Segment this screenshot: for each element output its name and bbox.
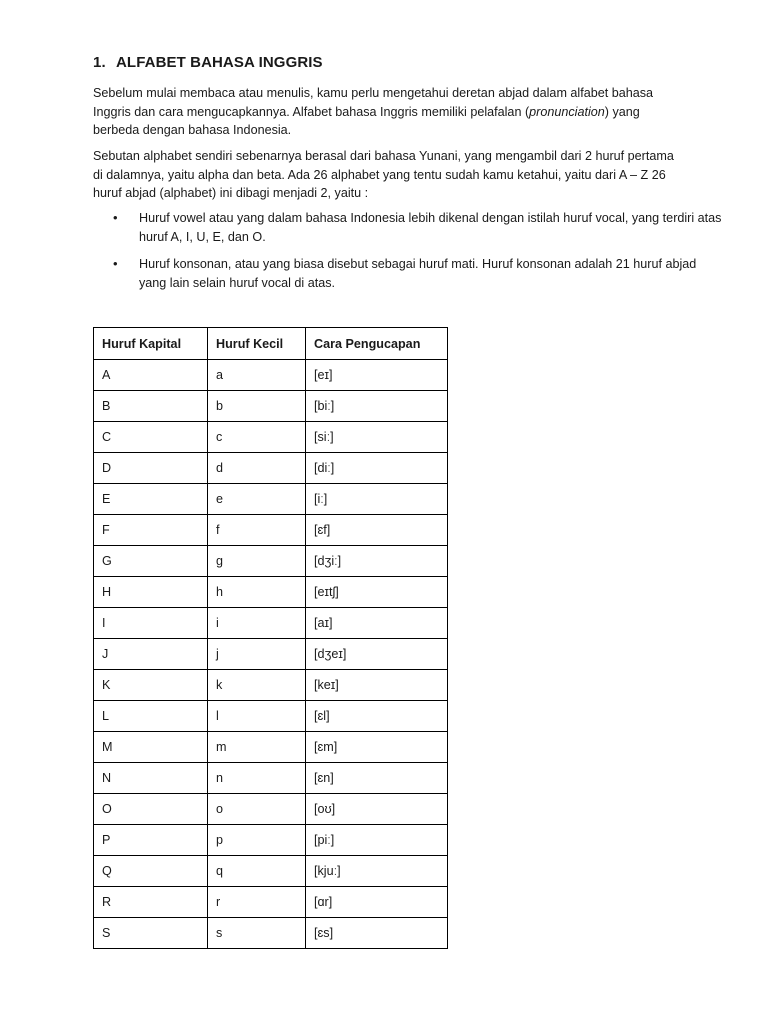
cell-uppercase: M xyxy=(94,732,208,763)
cell-lowercase: d xyxy=(208,453,306,484)
bullet-icon: • xyxy=(113,210,118,225)
cell-pronunciation: [ɛf] xyxy=(306,515,448,546)
list-item-consonant xyxy=(93,255,724,292)
cell-pronunciation: [iː] xyxy=(306,484,448,515)
cell-pronunciation: [siː] xyxy=(306,422,448,453)
alphabet-pronunciation-table xyxy=(93,327,448,949)
table-row xyxy=(94,701,448,732)
column-header-lowercase: Huruf Kecil xyxy=(208,328,306,360)
section-title: ALFABET BAHASA INGGRIS xyxy=(116,54,323,71)
intro-paragraph-emphasis: pronunciation xyxy=(529,104,605,119)
cell-pronunciation: [dʒeɪ] xyxy=(306,639,448,670)
cell-pronunciation: [ɛs] xyxy=(306,918,448,949)
cell-pronunciation: [oʊ] xyxy=(306,794,448,825)
cell-uppercase: L xyxy=(94,701,208,732)
column-header-pronunciation: Cara Pengucapan xyxy=(306,328,448,360)
cell-lowercase: n xyxy=(208,763,306,794)
cell-lowercase: l xyxy=(208,701,306,732)
list-item-vowel xyxy=(93,209,724,246)
cell-uppercase: R xyxy=(94,887,208,918)
cell-pronunciation: [piː] xyxy=(306,825,448,856)
cell-pronunciation: [biː] xyxy=(306,391,448,422)
cell-uppercase: E xyxy=(94,484,208,515)
cell-pronunciation: [ɛl] xyxy=(306,701,448,732)
table-row xyxy=(94,825,448,856)
table-row xyxy=(94,515,448,546)
table-row xyxy=(94,732,448,763)
cell-lowercase: c xyxy=(208,422,306,453)
cell-uppercase: C xyxy=(94,422,208,453)
cell-pronunciation: [ɛm] xyxy=(306,732,448,763)
table-row xyxy=(94,918,448,949)
cell-lowercase: i xyxy=(208,608,306,639)
table-header-row xyxy=(94,328,448,360)
cell-pronunciation: [kjuː] xyxy=(306,856,448,887)
cell-pronunciation: [ɑr] xyxy=(306,887,448,918)
cell-pronunciation: [aɪ] xyxy=(306,608,448,639)
cell-lowercase: h xyxy=(208,577,306,608)
cell-uppercase: B xyxy=(94,391,208,422)
cell-uppercase: F xyxy=(94,515,208,546)
section-heading xyxy=(93,54,323,71)
table-row xyxy=(94,360,448,391)
cell-uppercase: O xyxy=(94,794,208,825)
cell-uppercase: Q xyxy=(94,856,208,887)
cell-pronunciation: [keɪ] xyxy=(306,670,448,701)
cell-pronunciation: [dʒiː] xyxy=(306,546,448,577)
cell-uppercase: P xyxy=(94,825,208,856)
cell-lowercase: p xyxy=(208,825,306,856)
cell-lowercase: o xyxy=(208,794,306,825)
cell-lowercase: a xyxy=(208,360,306,391)
cell-pronunciation: [ɛn] xyxy=(306,763,448,794)
table-row xyxy=(94,794,448,825)
cell-lowercase: f xyxy=(208,515,306,546)
cell-uppercase: N xyxy=(94,763,208,794)
table-row xyxy=(94,887,448,918)
table-row xyxy=(94,670,448,701)
table-row xyxy=(94,856,448,887)
table-body xyxy=(94,360,448,949)
cell-uppercase: A xyxy=(94,360,208,391)
table-row xyxy=(94,453,448,484)
cell-uppercase: K xyxy=(94,670,208,701)
table-row xyxy=(94,484,448,515)
bullet-icon: • xyxy=(113,256,118,271)
cell-lowercase: m xyxy=(208,732,306,763)
cell-lowercase: g xyxy=(208,546,306,577)
cell-uppercase: I xyxy=(94,608,208,639)
cell-lowercase: q xyxy=(208,856,306,887)
cell-lowercase: k xyxy=(208,670,306,701)
intro-paragraph-text-b: ) yang berbeda dengan bahasa Indonesia. xyxy=(93,104,640,137)
intro-paragraph xyxy=(93,84,678,140)
cell-uppercase: J xyxy=(94,639,208,670)
table-row xyxy=(94,639,448,670)
cell-uppercase: D xyxy=(94,453,208,484)
table-row xyxy=(94,577,448,608)
cell-lowercase: e xyxy=(208,484,306,515)
cell-lowercase: b xyxy=(208,391,306,422)
table-row xyxy=(94,422,448,453)
cell-lowercase: s xyxy=(208,918,306,949)
cell-lowercase: r xyxy=(208,887,306,918)
cell-pronunciation: [eɪtʃ] xyxy=(306,577,448,608)
table-row xyxy=(94,608,448,639)
list-item-text: Huruf konsonan, atau yang biasa disebut sebagai huruf mati. Huruf konsonan adalah 21 huruf abjad yang lain selain huruf vocal di atas. xyxy=(139,257,697,290)
cell-lowercase: j xyxy=(208,639,306,670)
table-row xyxy=(94,546,448,577)
table-row xyxy=(94,763,448,794)
intro-paragraph-text-a: Sebelum mulai membaca atau menulis, kamu perlu mengetahui deretan abjad dalam alfabet bahasa Inggris dan cara mengucapkannya. Alfabet bahasa Inggris memiliki pelafalan ( xyxy=(93,86,654,119)
column-header-uppercase: Huruf Kapital xyxy=(94,328,208,360)
cell-uppercase: S xyxy=(94,918,208,949)
alphabet-origin-paragraph: Sebutan alphabet sendiri sebenarnya berasal dari bahasa Yunani, yang mengambil dari 2 huruf pertama di dalamnya, yaitu alpha dan beta. Ada 26 alphabet yang tentu sudah kamu ketahui, yaitu dari A – Z 26 huruf abjad (alphabet) ini dibagi menjadi 2, yaitu : xyxy=(93,149,674,200)
cell-pronunciation: [eɪ] xyxy=(306,360,448,391)
section-number: 1. xyxy=(93,54,106,71)
list-item-text: Huruf vowel atau yang dalam bahasa Indonesia lebih dikenal dengan istilah huruf vocal, yang terdiri atas huruf A, I, U, E, dan O. xyxy=(139,211,722,244)
cell-uppercase: H xyxy=(94,577,208,608)
cell-uppercase: G xyxy=(94,546,208,577)
cell-pronunciation: [diː] xyxy=(306,453,448,484)
table-row xyxy=(94,391,448,422)
